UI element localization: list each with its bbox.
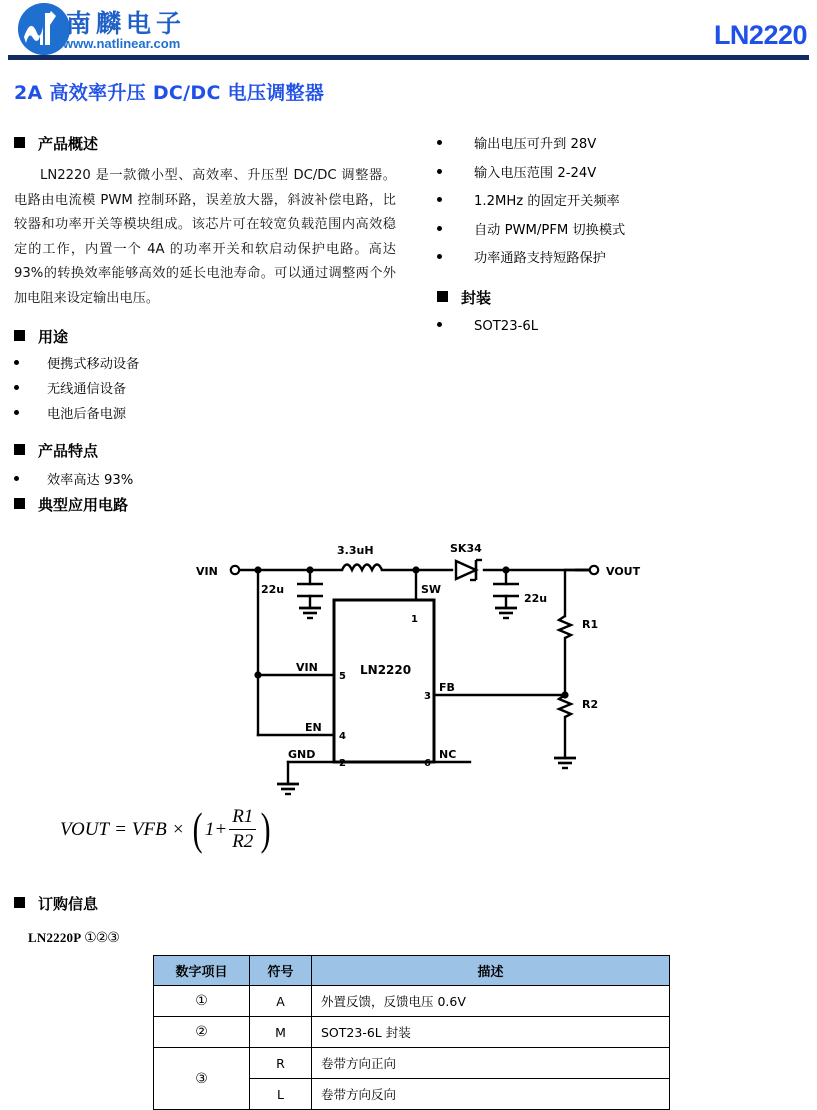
- header-divider: [8, 55, 809, 60]
- list-item: 电池后备电源: [14, 402, 139, 427]
- pin-number-2: 2: [339, 758, 346, 769]
- typical-application-circuit-diagram: [0, 540, 817, 800]
- ic-body: [334, 600, 434, 762]
- section-heading-features: [14, 440, 98, 461]
- formula-equals: =: [114, 818, 127, 840]
- list-item: 便携式移动设备: [14, 352, 139, 377]
- formula-times: ×: [171, 818, 185, 840]
- cell-symbol: L: [250, 1079, 312, 1110]
- label-pin-fb: FB: [439, 681, 455, 694]
- cell-desc: 外置反馈，反馈电压 0.6V: [312, 986, 670, 1017]
- label-ic: LN2220: [360, 663, 412, 677]
- part-number: LN2220: [713, 20, 807, 50]
- table-row: [154, 1048, 670, 1079]
- bullet-dot-icon: [14, 385, 19, 390]
- order-code-prefix: LN2220P: [28, 930, 81, 945]
- company-website: www.natlinear.com: [63, 36, 181, 51]
- vout-formula: [60, 803, 274, 855]
- label-cap-in: 22u: [261, 583, 285, 596]
- cell-item: ②: [154, 1017, 250, 1048]
- junction-dot: [254, 671, 261, 678]
- label-cap-out: 22u: [524, 592, 548, 605]
- label-pin-en: EN: [305, 721, 322, 734]
- label-pin-vin: VIN: [296, 661, 318, 674]
- ground-symbol-ic: [277, 784, 299, 794]
- label-pin-nc: NC: [439, 748, 457, 761]
- cell-desc: 卷带方向反向: [312, 1079, 670, 1110]
- resistor-r1-symbol: [559, 616, 571, 638]
- order-code-suffix: ①②③: [84, 930, 119, 946]
- list-item: 输出电压可升到 28V: [437, 131, 625, 160]
- formula-denominator: R2: [232, 831, 254, 853]
- diode-symbol: [456, 560, 482, 580]
- bullet-dot-icon: [437, 254, 442, 259]
- list-item: 功率通路支持短路保护: [437, 245, 625, 274]
- section-heading-overview-label: 产品概述: [38, 135, 99, 153]
- junction-dot: [306, 566, 313, 573]
- junction-dot: [254, 566, 261, 573]
- bullet-square-icon: [14, 137, 25, 148]
- pin-number-6: 6: [424, 758, 431, 769]
- cell-symbol: A: [250, 986, 312, 1017]
- bullet-dot-icon: [14, 410, 19, 415]
- section-heading-overview: [14, 133, 98, 154]
- section-heading-order: [14, 893, 98, 914]
- overview-paragraph: LN2220 是一款微小型、高效率、升压型 DC/DC 调整器。电路由电流模 PWM 控制环路，误差放大器，斜波补偿电路，比较器和功率开关等模块组成。该芯片可在较宽负载范围内高效稳定的工作，内置一个 4A 的功率开关和软启动保护电路。高达 93%的转换效率能够高效的延长电池寿命。可以通过调整两个外加电阻来设定输出电压。: [14, 168, 396, 306]
- label-vout: VOUT: [606, 565, 641, 578]
- formula-fraction: [229, 806, 256, 853]
- formula-fraction-bar: [229, 829, 256, 830]
- cell-symbol: M: [250, 1017, 312, 1048]
- package-list: [437, 314, 538, 339]
- label-inductor: 3.3uH: [337, 544, 374, 557]
- bullet-dot-icon: [14, 476, 19, 481]
- pin-number-1: 1: [411, 614, 418, 625]
- ordering-information-table: [153, 955, 670, 1110]
- ground-symbol-output-cap: [495, 608, 517, 618]
- bullet-dot-icon: [437, 140, 442, 145]
- column-header-item: 数字项目: [154, 956, 250, 986]
- formula-one-plus: 1+: [204, 818, 228, 840]
- cell-symbol: R: [250, 1048, 312, 1079]
- bullet-square-icon: [437, 291, 448, 302]
- bullet-square-icon: [14, 444, 25, 455]
- cell-item: ③: [154, 1048, 250, 1110]
- bullet-square-icon: [14, 330, 25, 341]
- bullet-dot-icon: [437, 169, 442, 174]
- section-heading-order-label: 订购信息: [38, 895, 99, 913]
- table-row: [154, 986, 670, 1017]
- vin-terminal: [231, 566, 239, 574]
- list-item: 无线通信设备: [14, 377, 139, 402]
- cell-desc: SOT23-6L 封装: [312, 1017, 670, 1048]
- section-heading-features-label: 产品特点: [38, 442, 99, 460]
- column-header-symbol: 符号: [250, 956, 312, 986]
- label-r1: R1: [582, 618, 599, 631]
- section-heading-package-label: 封装: [461, 289, 492, 307]
- label-sw: SW: [421, 583, 442, 596]
- list-item: SOT23-6L: [437, 314, 538, 339]
- cell-item: ①: [154, 986, 250, 1017]
- cell-desc: 卷带方向正向: [312, 1048, 670, 1079]
- table-header-row: [154, 956, 670, 986]
- vout-terminal: [590, 566, 598, 574]
- list-item: 自动 PWM/PFM 切换模式: [437, 217, 625, 246]
- company-name-cn: 南麟电子: [66, 9, 187, 38]
- page-title: 2A 高效率升压 DC/DC 电压调整器: [14, 82, 325, 104]
- bullet-dot-icon: [437, 322, 442, 327]
- section-heading-uses: [14, 326, 68, 347]
- formula-numerator: R1: [232, 806, 254, 827]
- specs-list: [437, 131, 625, 274]
- section-heading-circuit: [14, 494, 128, 515]
- section-heading-circuit-label: 典型应用电路: [38, 496, 129, 514]
- bullet-dot-icon: [14, 360, 19, 365]
- features-list: [14, 468, 133, 493]
- inductor-symbol: [342, 565, 382, 571]
- junction-dot: [561, 691, 568, 698]
- formula-close-paren: ): [260, 803, 271, 855]
- list-item: 1.2MHz 的固定开关频率: [437, 188, 625, 217]
- pin-number-4: 4: [339, 731, 346, 742]
- list-item: 输入电压范围 2-24V: [437, 160, 625, 189]
- junction-dot: [412, 566, 419, 573]
- table-row: [154, 1017, 670, 1048]
- bullet-dot-icon: [437, 226, 442, 231]
- section-heading-package: [437, 287, 491, 308]
- formula-vfb: VFB: [131, 818, 167, 840]
- bullet-square-icon: [14, 897, 25, 908]
- pin-number-3: 3: [424, 691, 431, 702]
- ground-symbol-input-cap: [299, 608, 321, 618]
- label-diode: SK34: [450, 542, 482, 555]
- pin-number-5: 5: [339, 671, 346, 682]
- column-header-desc: 描述: [312, 956, 670, 986]
- formula-open-paren: (: [192, 803, 203, 855]
- output-capacitor-symbol: [493, 584, 519, 596]
- ground-symbol-divider: [554, 758, 576, 768]
- page-header: [0, 0, 817, 64]
- label-vin: VIN: [196, 565, 218, 578]
- label-pin-gnd: GND: [288, 748, 316, 761]
- uses-list: [14, 352, 139, 427]
- formula-lhs: VOUT: [60, 818, 110, 840]
- input-capacitor-symbol: [297, 584, 323, 596]
- bullet-square-icon: [14, 498, 25, 509]
- label-r2: R2: [582, 698, 599, 711]
- list-item: 效率高达 93%: [14, 468, 133, 493]
- order-code: [28, 930, 119, 946]
- section-heading-uses-label: 用途: [38, 328, 69, 346]
- bullet-dot-icon: [437, 197, 442, 202]
- junction-dot: [502, 566, 509, 573]
